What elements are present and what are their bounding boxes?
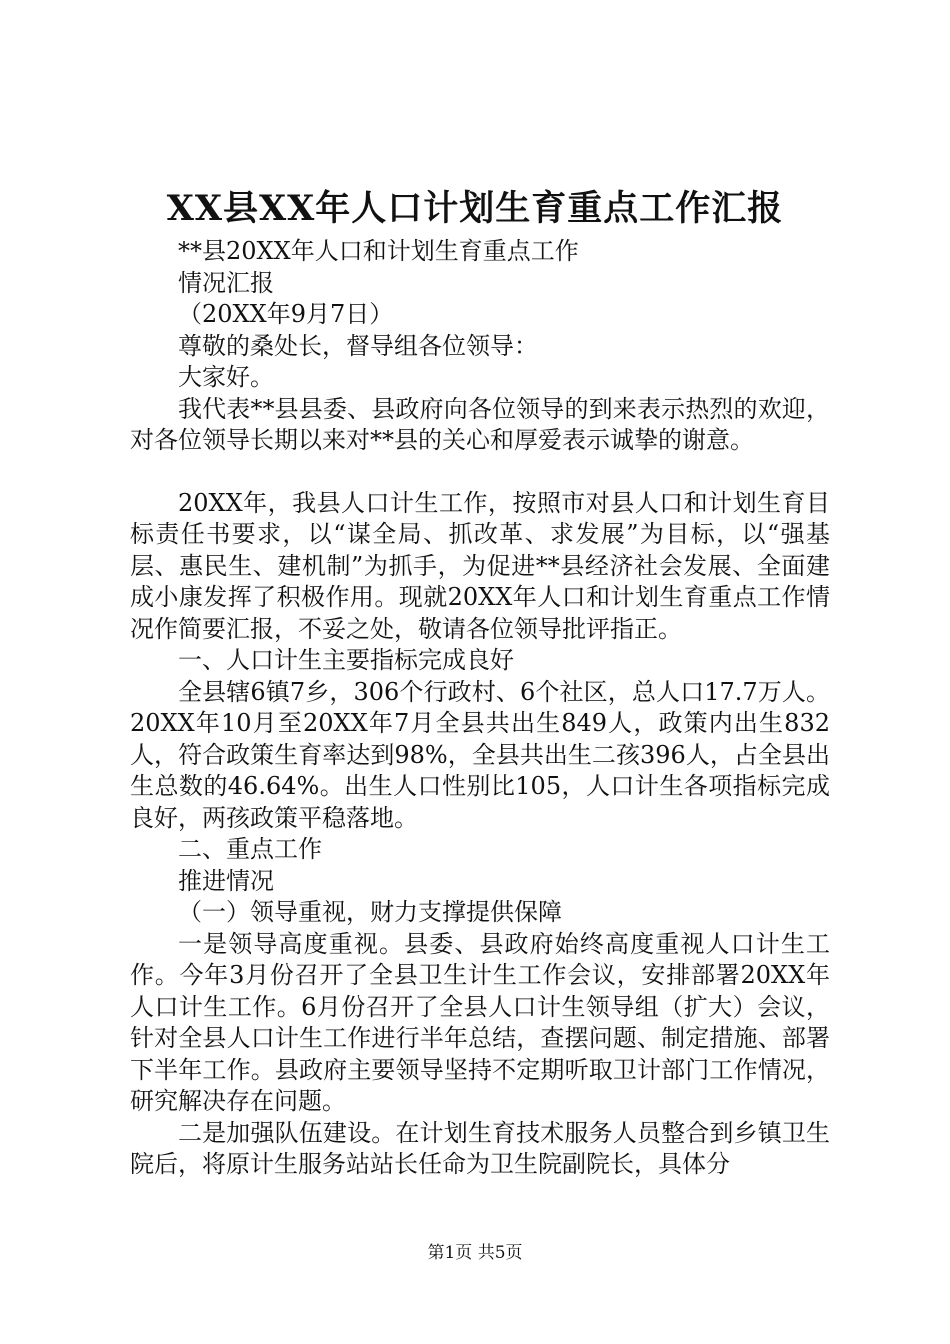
document-body bbox=[130, 236, 830, 1181]
paragraph-overview: 20XX年，我县人口计生工作，按照市对县人口和计划生育目标责任书要求，以“谋全局、抓改革、求发展”为目标，以“强基层、惠民生、建机制”为抓手，为促进**县经济社会发展、全面建成小康发挥了积极作用。现就20XX年人口和计划生育重点工作情况作简要汇报，不妥之处，敬请各位领导批评指正。 bbox=[130, 488, 830, 643]
section-heading-2-cont: 推进情况 bbox=[178, 866, 274, 895]
paragraph-salutation: 尊敬的桑处长，督导组各位领导： bbox=[178, 331, 538, 360]
paragraph-heading-line-1: **县20XX年人口和计划生育重点工作 bbox=[178, 237, 579, 265]
paragraph-greeting: 大家好。 bbox=[178, 363, 274, 391]
paragraph-team-building: 二是加强队伍建设。在计划生育技术服务人员整合到乡镇卫生院后，将原计生服务站站长任命为卫生院副院长，具体分 bbox=[130, 1118, 830, 1178]
paragraph-indicators: 全县辖6镇7乡，306个行政村、6个社区，总人口17.7万人。20XX年10月至20XX年7月全县共出生849人，政策内出生832人，符合政策生育率达到98%，全县共出生二孩396人，占全县出生总数的46.64%。出生人口性别比105，人口计生各项指标完成良好，两孩政策平稳落地。 bbox=[130, 677, 830, 832]
section-heading-1: 一、人口计生主要指标完成良好 bbox=[178, 646, 514, 674]
subsection-heading-1: （一）领导重视，财力支撑提供保障 bbox=[178, 898, 562, 926]
paragraph-heading-line-2: 情况汇报 bbox=[178, 268, 274, 297]
page-indicator: 第1页 共5页 bbox=[427, 1243, 523, 1263]
document-title: XX县XX年人口计划生育重点工作汇报 bbox=[166, 188, 784, 229]
paragraph-leadership: 一是领导高度重视。县委、县政府始终高度重视人口计生工作。今年3月份召开了全县卫生计生工作会议，安排部署20XX年人口计生工作。6月份召开了全县人口计生领导组（扩大）会议，针对全县人口计生工作进行半年总结，查摆问题、制定措施、部署下半年工作。县政府主要领导坚持不定期听取卫计部门工作情况，研究解决存在问题。 bbox=[130, 929, 830, 1115]
paragraph-date: （20XX年9月7日） bbox=[178, 300, 394, 328]
section-heading-2: 二、重点工作 bbox=[178, 835, 322, 863]
paragraph-welcome: 我代表**县县委、县政府向各位领导的到来表示热烈的欢迎，对各位领导长期以来对**县的关心和厚爱表示诚挚的谢意。 bbox=[130, 394, 830, 454]
